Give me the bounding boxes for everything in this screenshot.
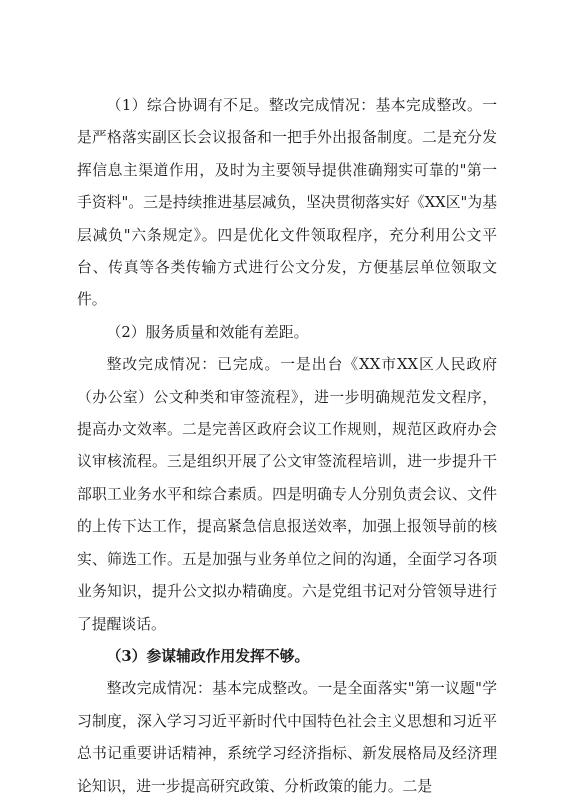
section-2-heading: （2）服务质量和效能有差距。 <box>106 323 309 341</box>
section-2-body: 整改完成情况：已完成。一是出台《XX市XX区人民政府（办公室）公文种类和审签流程》，进一步明确规范发文程序，提高办文效率。二是完善区政府会议工作规则，规范区政府办会议审核流程。三是组织开展了公文审签流程培训，进一步提升干部职工业务水平和综合素质。四是明确专人分别负责会议、文件的上传下达工作，提高紧急信息报送效率，加强上报领导前的核实、筛选工作。五是加强与业务单位之间的沟通，全面学习各项业务知识，提升公文拟办精确度。六是党组书记对分管领导进行了提醒谈话。 <box>77 356 497 633</box>
section-1-body: （1）综合协调有不足。整改完成情况：基本完成整改。一是严格落实副区长会议报备和一把手外出报备制度。二是充分发挥信息主渠道作用，及时为主要领导提供准确翔实可靠的"第一手资料"。三是持续推进基层减负，坚决贯彻落实好《XX区"为基层减负"六条规定》。四是优化文件领取程序，充分利用公文平台、传真等各类传输方式进行公文分发，方便基层单位领取文件。 <box>77 97 497 309</box>
section-3-heading: （3）参谋辅政作用发挥不够。 <box>106 647 310 665</box>
document-page <box>77 90 497 803</box>
section-3-body: 整改完成情况：基本完成整改。一是全面落实"第一议题"学习制度，深入学习习近平新时代中国特色社会主义思想和习近平总书记重要讲话精神，系统学习经济指标、新发展格局及经济理论知识，进一步提高研究政策、分析政策的能力。二是 <box>77 680 497 795</box>
